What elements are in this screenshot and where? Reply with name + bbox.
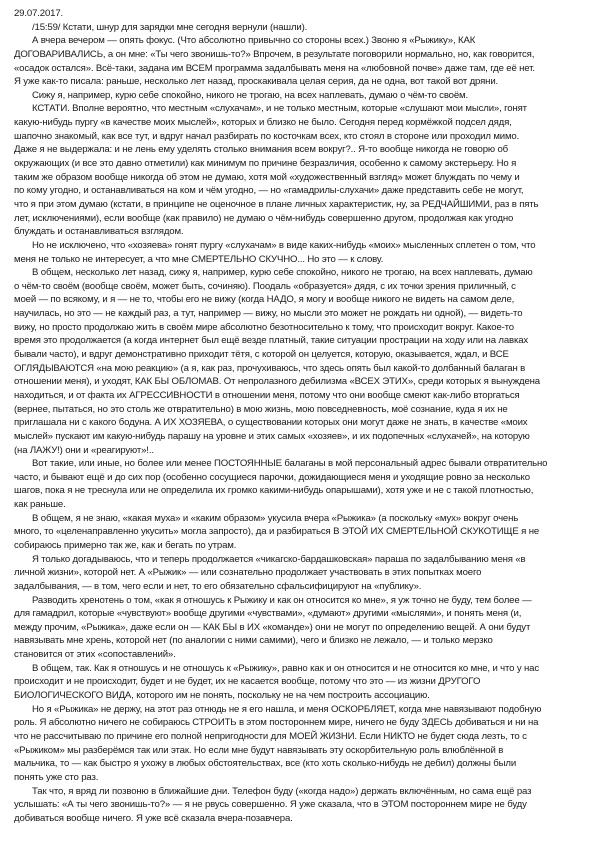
text-line (14, 553, 592, 567)
text-line-content: БИОЛОГИЧЕСКОГО ВИДА, которого им не понять, поскольку не на чем построить ассоциацию. (14, 690, 430, 702)
text-line-content: происходит и не происходит, будет и не будет, их не касается вообще, потому что это — из жизни ДРУГОГО (14, 676, 481, 688)
document-body (14, 21, 592, 826)
text-line (14, 171, 592, 185)
text-line-content: отношении меня), и уходят, КАК БЫ ОБЛОМАВ. От непролазного дебилизма «ВСЕХ ЭТИХ», среди которых я вынуждена (14, 376, 540, 388)
text-line (14, 184, 592, 198)
text-line-content: /15:59/ Кстати, шнур для зарядки мне сегодня вернули (нашли). (32, 21, 308, 33)
text-line (14, 198, 592, 212)
text-line-content: меня не только не интересует, а что мне СМЕРТЕЛЬНО СКУЧНО... Но это — к слову. (14, 253, 384, 265)
text-line-content: Но я «Рыжика» не держу, на этот раз отнюдь не я его нашла, и меня ОСКОРБЛЯЕТ, когда мне навязывают подобную (32, 703, 542, 715)
text-line (14, 648, 592, 662)
text-line-content: окружающих (и все это давно отметили) как минимум по причине безразличия, особенно к самому экстерьеру. Но я (14, 158, 517, 170)
text-line-content: приглашала ни с какого бодуна. А ИХ ХОЗЯЕВА, о существовании которых они могут даже не знать, в качестве «моих (14, 417, 528, 429)
text-line (14, 607, 592, 621)
text-line (14, 634, 592, 648)
text-line (14, 798, 592, 812)
text-line (14, 594, 592, 608)
text-line (14, 116, 592, 130)
text-line (14, 253, 592, 267)
text-line (14, 812, 592, 826)
text-line-content: ОГЛЯДЫВАЮТСЯ «на мою реакцию» (а я, как раз, прочухиваюсь, что здесь опять был какой-то долбанный балаган в (14, 362, 526, 374)
text-line (14, 662, 592, 676)
text-line (14, 403, 592, 417)
text-line-content: вижу, но просто продолжаю жить в своём мире абсолютно безотносительно к тому, что происходит вокруг. Какое-то (14, 321, 514, 333)
text-line-content: моей — по всякому, и я — не то, чтобы его не вижу (когда НАДО, я могу и вообще никого не видеть на самом деле, (14, 294, 515, 306)
text-line-content: мальчика, то — как быстро я ухожу в любых обстоятельствах, все (кто хоть сколько-нибудь не дебил) должны были (14, 758, 517, 770)
text-line-content: бывали часто), и вдруг демонстративно приходит тётя, с которой он целуется, которую, оказывается, ждал, и ВСЕ (14, 349, 509, 361)
text-line (14, 21, 592, 35)
text-line-content: добиваться вообще ничего. Я уже всё сказала вчера-позавчера. (14, 812, 293, 824)
text-line (14, 293, 592, 307)
text-line-content: Я только догадываюсь, что и теперь продолжается «чикагско-бардашковская» параша по задалбыванию меня «в (32, 553, 526, 565)
text-line-content: ДОГОВАРИВАЛИСЬ, а он мне: «Ты чего звонишь-то?» Впрочем, в результате поговорили нормально, но, как говорится, (14, 48, 535, 60)
text-line (14, 525, 592, 539)
text-line-content: услышать: «А ты чего звонишь-то?» — я не рвусь совершенно. Я уже сказала, что в ЭТОМ постороннем мире не буду (14, 799, 527, 811)
text-line-content: Я уже как-то писала: раньше, несколько лет назад, проскакивала целая серия, да не одна, вот такой вот дряни. (14, 76, 499, 88)
text-line-content: находиться, и от факта их АГРЕССИВНОСТИ в отношении меня, потому что они вообще смеют как-либо вторгаться (14, 389, 520, 401)
text-line-content: роль. Я абсолютно ничего не собираюсь СТРОИТЬ в этом постороннем мире, ничего не буду ЗДЕСЬ добиваться и ни на (14, 717, 539, 729)
text-line (14, 716, 592, 730)
text-line-content: шагов, пока я не треснула или не определила их громко какими-нибудь опарышами), хотя уже и не с такой плотностью, (14, 485, 534, 497)
text-line (14, 157, 592, 171)
text-line-content: «осадок остался». Всё-таки, задана им ВСЕМ программа задалбывать меня на «любовной почве» даже там, где её нет. (14, 62, 535, 74)
text-line-content: «Рыжиком» мы разберёмся так или этак. Но если мне будут навязывать эту оскорбительную роль влюблённой в (14, 744, 504, 756)
text-line-content: научилась, но это — не каждый раз, а тут, например — вижу, но мысли это может не рождать ни одной), — видеть-то (14, 308, 523, 320)
text-line-content: становится от этих «сопоставлений». (14, 649, 176, 661)
text-line-content: Сижу я, например, курю себе спокойно, никого не трогаю, на всех наплевать, думаю о чём-то своём. (32, 89, 469, 101)
text-line (14, 362, 592, 376)
text-line (14, 212, 592, 226)
text-line (14, 130, 592, 144)
text-line (14, 580, 592, 594)
text-line (14, 348, 592, 362)
text-line-content: Так что, я вряд ли позвоню в ближайшие дни. Телефон буду («когда надо») держать включённым, но сама ещё раз (32, 785, 532, 797)
text-line-content: какую-нибудь пургу «в качестве моих мыслей», которых и близко не было. Сегодня перед кормёжкой подсел дядя, (14, 117, 512, 129)
text-line-content: что не рассчитываю по причине его полной непригодности для МОЕЙ ЖИЗНИ. Если НИКТО не будет сюда лезть, то с (14, 730, 527, 742)
text-line-content: Вот такие, или иные, но более или менее ПОСТОЯННЫЕ балаганы в мой персональный адрес бывали отвратительно (32, 458, 548, 470)
text-line (14, 621, 592, 635)
text-line (14, 75, 592, 89)
text-line-content: лет, исключениями), если вообще (как правило) не думаю о чём-нибудь совершенно другом, продолжая как угодно (14, 212, 514, 224)
text-line-content: навязывать мне хрень, которой нет (по аналогии с ними самими), чего и близко не лежало, — и только мерзко (14, 635, 493, 647)
text-line-content: время это продолжается (а когда интернет был ещё везде платный, такие ситуации прострации на ходу или на лавках (14, 335, 529, 347)
document-page (14, 7, 592, 825)
text-line (14, 416, 592, 430)
text-line (14, 143, 592, 157)
text-line-content: собираюсь примерно так же, как и бегать по утрам. (14, 539, 237, 551)
text-line (14, 430, 592, 444)
text-line (14, 307, 592, 321)
text-line-content: по кому угодно, и останавливаться на ком и чём угодно, — но «гамадрилы-слухачи» даже представить себе не могут, (14, 185, 524, 197)
text-line (14, 471, 592, 485)
text-line (14, 239, 592, 253)
text-line (14, 675, 592, 689)
text-line-content: личной жизни», которой нет. А «Рыжик» — или сознательно продолжает участвовать в этих попытках моего (14, 567, 482, 579)
text-line (14, 225, 592, 239)
text-line-content: понять уже сто раз. (14, 771, 99, 783)
text-line (14, 703, 592, 717)
text-line (14, 757, 592, 771)
text-line-content: (вернее, пытаться, но это столь же отвратительно) в мою жизнь, мою повседневность, моё сознание, куда я их не (14, 403, 508, 415)
text-line (14, 389, 592, 403)
text-line-content: В общем, я не знаю, «какая муха» и «каким образом» укусила вчера «Рыжика» (а поскольку «мух» вокруг очень (32, 512, 519, 524)
text-line (14, 444, 592, 458)
text-line (14, 62, 592, 76)
text-line (14, 280, 592, 294)
text-line (14, 785, 592, 799)
text-line (14, 334, 592, 348)
text-line-content: Разводить хренотень о том, «как я отношусь к Рыжику и как он относится ко мне», я уж точно не буду, тем более — (32, 594, 532, 606)
text-line-content: часто, и бывают ещё и до сих пор (особенно сосущиеся парочки, дожидающиеся меня и уходящие ровно за несколько (14, 471, 530, 483)
text-line (14, 102, 592, 116)
text-line-content: что я при этом думаю (кстати, в принципе не оценочное в плане личных характеристик, ну, за РЕДЧАЙШИМИ, раз в пять (14, 198, 539, 210)
text-line (14, 512, 592, 526)
text-line-content: КСТАТИ. Вполне вероятно, что местным «слухачам», и не только местным, которые «слушают мои мысли», гонят (32, 103, 527, 115)
text-line-content: А вчера вечером — опять фокус. (Что абсолютно привычно со стороны всех.) Звоню я «Рыжику», КАК (32, 35, 476, 47)
text-line (14, 457, 592, 471)
text-line-content: для гамадрил, которые «чувствуют» вообще другими «чувствами», «думают» другими «мыслями», и понять меня (и, (14, 608, 522, 620)
text-line-content: много, то «целенаправленно укусить» могла запросто), да и разбираться В ЭТОЙ ИХ СМЕРТЕЛЬНОЙ СКУКОТИЩЕ я не (14, 526, 540, 538)
text-line-content: таким же образом вообще никогда об этом не думаю, хотя мой «художественный взгляд» может блуждать по чему и (14, 171, 520, 183)
text-line (14, 89, 592, 103)
text-line-content: задалбывания, — в том, чего если и нет, то его обязательно сфальсифицируют на «публику». (14, 580, 422, 592)
text-line-content: блуждать и останавливаться взглядом. (14, 226, 184, 238)
text-line (14, 498, 592, 512)
text-line-content: как раньше. (14, 499, 66, 511)
text-line-content: мыслей» пускают им какую-нибудь парашу на уровне и этих самых «хозяев», и их подопечных «слухачей», на которую (14, 430, 530, 442)
text-line (14, 566, 592, 580)
text-line (14, 484, 592, 498)
text-line-content: В общем, несколько лет назад, сижу я, например, курю себе спокойно, никого не трогаю, на всех наплевать, думаю (32, 267, 533, 279)
text-line (14, 539, 592, 553)
text-line-content: о чём-то своём (вообще своём, может быть, сочиняю). Поодаль «образуется» дядя, с их точки зрения приличный, с (14, 280, 516, 292)
text-line (14, 266, 592, 280)
text-line-content: Даже я не выдержала: и не лень ему уделять столько внимания всем вокруг?.. Я-то вообще никогда не говорю об (14, 144, 508, 156)
text-line (14, 375, 592, 389)
text-line-content: (на ЛАЖУ!) они и «реагируют»!.. (14, 444, 154, 456)
text-line (14, 689, 592, 703)
text-line (14, 34, 592, 48)
text-line-content: между прочим, «Рыжика», даже если он — КАК БЫ в ИХ «команде») они не могут по определению вещей. А они будут (14, 621, 531, 633)
text-line (14, 321, 592, 335)
text-line-content: шапочно знакомый, как все тут, и вдруг начал разбирать по косточкам всех, кто стоял в стороне или проходил мимо. (14, 130, 520, 142)
text-line-content: Но не исключено, что «хозяева» гонят пургу «слухачам» в виде каких-нибудь «моих» мысленных сплетен о том, что (32, 239, 536, 251)
text-line-content: В общем, так. Как я отношусь и не отношусь к «Рыжику», равно как и он относится и не относится ко мне, и что у нас (32, 662, 540, 674)
text-line (14, 48, 592, 62)
text-line (14, 730, 592, 744)
text-line (14, 744, 592, 758)
document-date: 29.07.2017. (14, 8, 64, 19)
text-line (14, 771, 592, 785)
